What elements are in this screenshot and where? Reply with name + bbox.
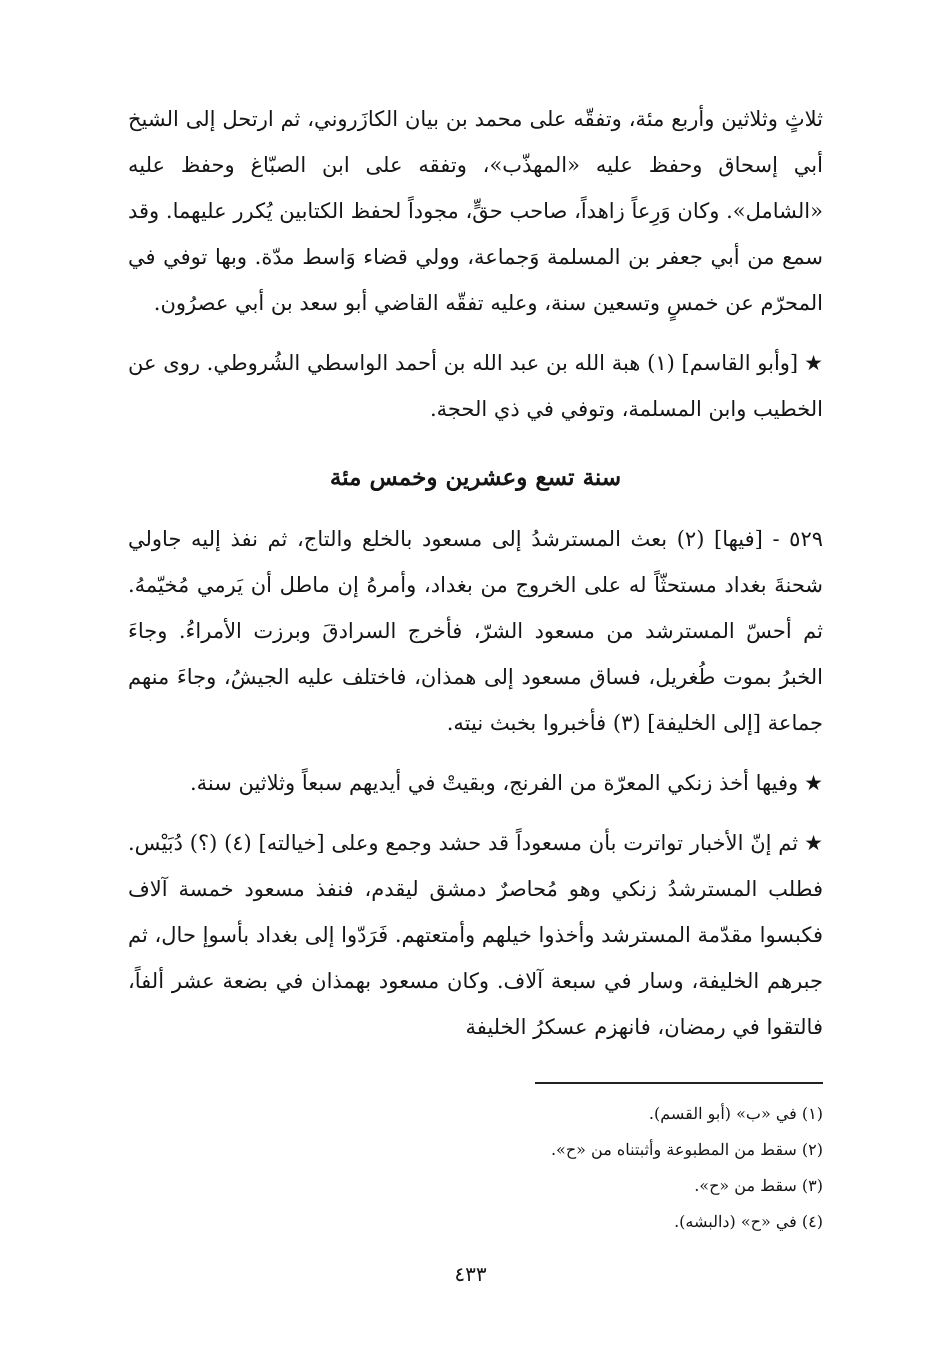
paragraph-1 bbox=[128, 96, 823, 326]
star-marker: ★ bbox=[804, 351, 823, 375]
paragraph-3 bbox=[128, 516, 823, 746]
paragraph-5 bbox=[128, 820, 823, 1050]
paragraph-4-text: وفيها أخذ زنكي المعرّة من الفرنج، وبقيتْ في أيديهم سبعاً وثلاثين سنة. bbox=[189, 771, 799, 795]
footnote-3: (٣) سقط من «ح». bbox=[694, 1176, 823, 1195]
footnote-1: (١) في «ب» (أبو القسم). bbox=[648, 1104, 823, 1123]
paragraph-2-text: [وأبو القاسم] (١) هبة الله بن عبد الله بن أحمد الواسطي الشُروطي. روى عن الخطيب وابن المسلمة، وتوفي في ذي الحجة. bbox=[128, 351, 823, 421]
paragraph-3-text: ٥٢٩ - [فيها] (٢) بعث المسترشدُ إلى مسعود بالخلع والتاج، ثم نفذ إليه جاولي شحنةَ بغداد مستحثّاً له على الخروج من بغداد، وأمرهُ إن ماطل أن يَرمي مُخيّمهُ. ثم أحسّ المسترشد من مسعود الشرّ، فأخرج السرادقَ وبرزت الأمراءُ. وجاءَ الخبرُ بموت طُغريل، فساق مسعود إلى همذان، فاختلف عليه الجيشُ، وجاءَ منهم جماعة [إلى الخليفة] (٣) فأخبروا بخبث نيته. bbox=[128, 527, 824, 735]
footnote-4: (٤) في «ح» (دالبشه). bbox=[674, 1212, 823, 1231]
paragraph-2 bbox=[128, 340, 823, 432]
paragraph-4 bbox=[128, 760, 823, 806]
page-body bbox=[128, 96, 823, 1064]
footnotes bbox=[223, 1096, 823, 1240]
paragraph-1-text: ثلاثٍ وثلاثين وأربع مئة، وتفقّه على محمد بن بيان الكازَروني، ثم ارتحل إلى الشيخ أبي إسحاق وحفظ عليه «المهذّب»، وتفقه على ابن الصبّاغ وحفظ عليه «الشامل». وكان وَرِعاً زاهداً، صاحب حقٍّ، مجوداً لحفظ الكتابين يُكرر عليهما. وقد سمع من أبي جعفر بن المسلمة وَجماعة، وولي قضاء وَاسط مدّة. وبها توفي في المحرّم عن خمسٍ وتسعين سنة، وعليه تفقّه القاضي أبو سعد بن أبي عصرُون. bbox=[128, 107, 823, 315]
page-number: ٤٣٣ bbox=[454, 1262, 487, 1286]
star-marker: ★ bbox=[804, 771, 823, 795]
paragraph-5-text: ثم إنّ الأخبار تواترت بأن مسعوداً قد حشد وجمع وعلى [خيالته] (٤) (؟) دُبَيْس. فطلب المسترشدُ زنكي وهو مُحاصرٌ دمشق ليقدم، فنفذ مسعود خمسة آلاف فكبسوا مقدّمة المسترشد وأخذوا خيلهم وأمتعتهم. فَرَدّوا إلى بغداد بأسوإ حال، ثم جبرهم الخليفة، وسار في سبعة آلاف. وكان مسعود بهمذان في بضعة عشر ألفاً، فالتقوا في رمضان، فانهزم عسكرُ الخليفة bbox=[128, 831, 823, 1039]
footnote-divider bbox=[535, 1082, 823, 1084]
footnote-2: (٢) سقط من المطبوعة وأثبتناه من «ح». bbox=[550, 1140, 823, 1159]
section-heading: سنة تسع وعشرين وخمس مئة bbox=[329, 464, 622, 491]
star-marker: ★ bbox=[804, 831, 823, 855]
